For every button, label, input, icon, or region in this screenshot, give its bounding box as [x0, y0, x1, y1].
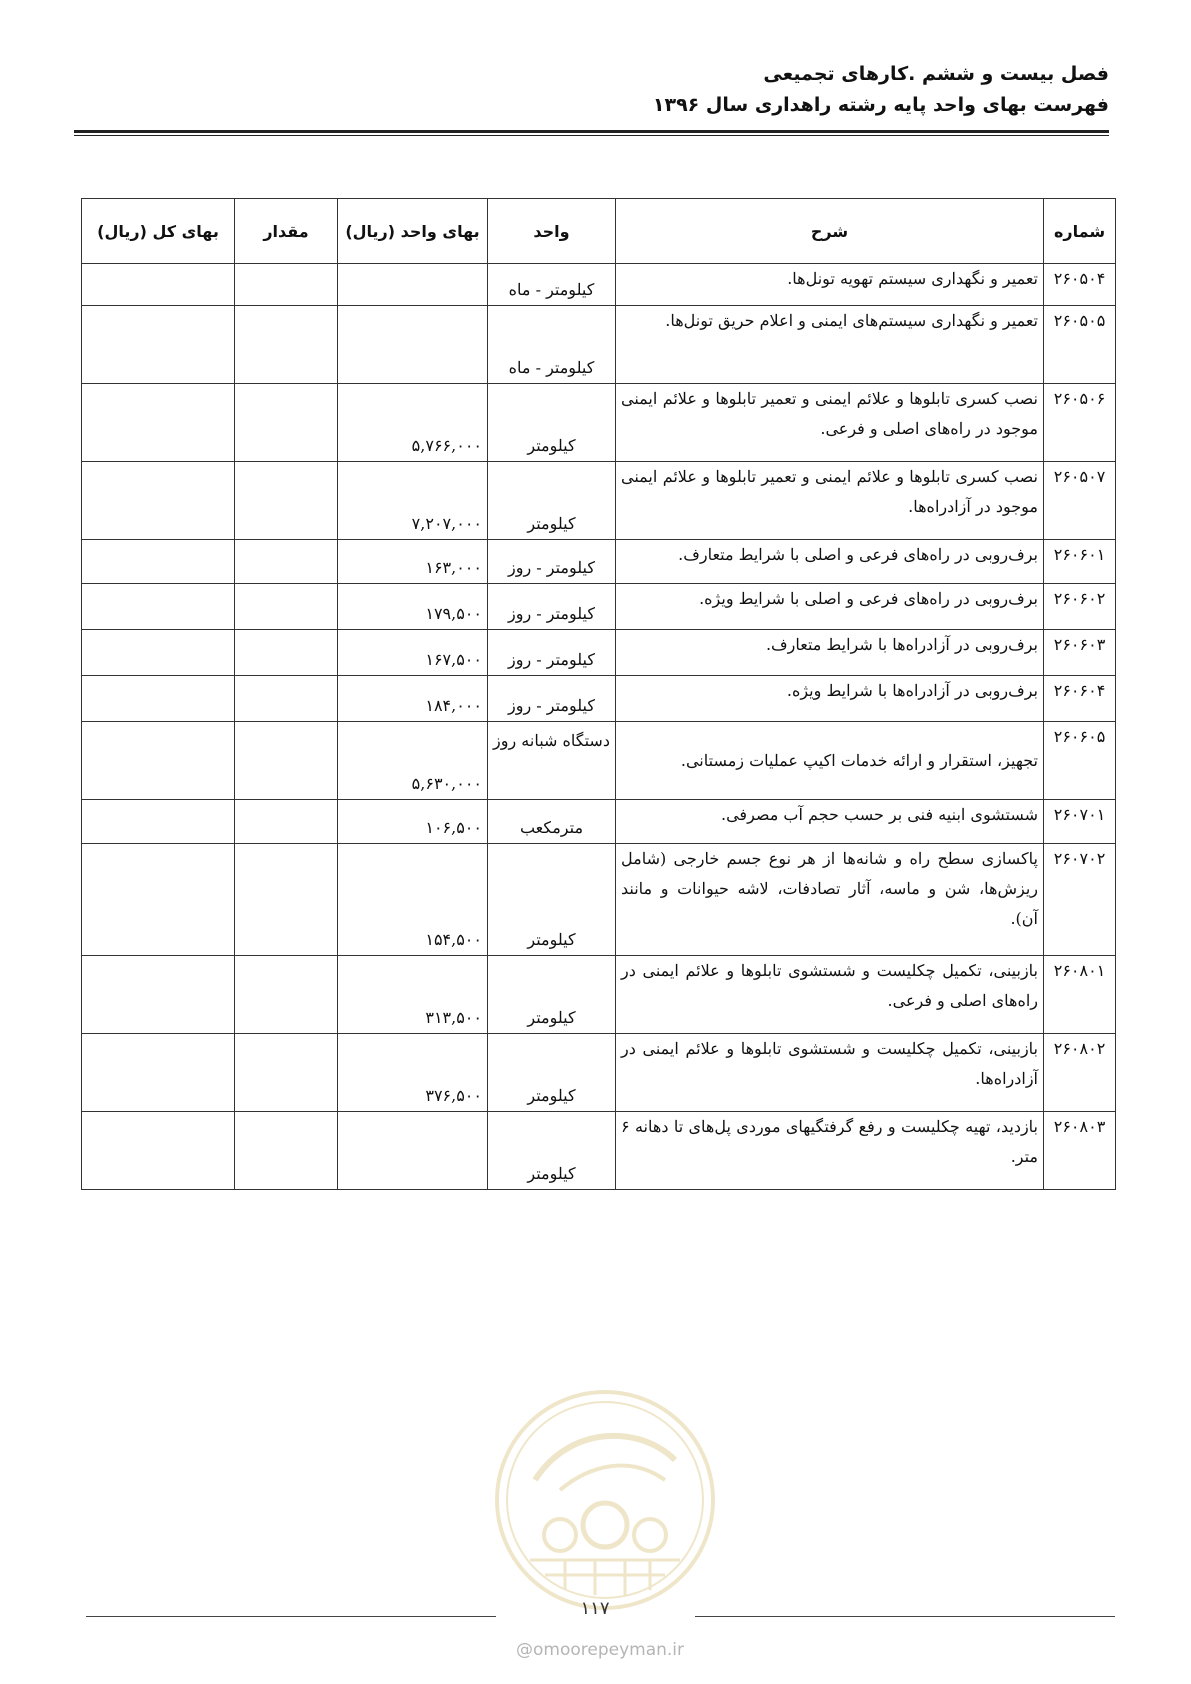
row-code: ۲۶۰۷۰۲ [1044, 844, 1116, 956]
row-quantity [235, 630, 338, 676]
row-quantity [235, 844, 338, 956]
table-row [82, 462, 1116, 540]
row-quantity [235, 384, 338, 462]
header-rule-thin [74, 135, 1109, 136]
row-unit: کیلومتر [488, 384, 616, 462]
row-code: ۲۶۰۶۰۵ [1044, 722, 1116, 800]
row-quantity [235, 1112, 338, 1190]
row-unit-price: ۷,۲۰۷,۰۰۰ [338, 462, 488, 540]
table-row [82, 676, 1116, 722]
row-code: ۲۶۰۵۰۶ [1044, 384, 1116, 462]
row-unit-price [338, 1112, 488, 1190]
table-header-row [82, 199, 1116, 264]
row-quantity [235, 264, 338, 306]
row-quantity [235, 676, 338, 722]
table-row [82, 1034, 1116, 1112]
row-unit: کیلومتر [488, 1034, 616, 1112]
row-unit: مترمکعب [488, 800, 616, 844]
footer-rule-left [86, 1616, 496, 1617]
website-watermark: @omoorepeyman.ir [515, 1640, 685, 1660]
row-unit: کیلومتر - روز [488, 676, 616, 722]
row-total-price [82, 384, 235, 462]
table-row [82, 540, 1116, 584]
column-header-quantity: مقدار [235, 199, 338, 264]
row-description: برف‌روبی در راه‌های فرعی و اصلی با شرایط ویژه. [616, 584, 1044, 630]
row-code: ۲۶۰۸۰۱ [1044, 956, 1116, 1034]
row-description: بازبینی، تکمیل چکلیست و شستشوی تابلوها و علائم ایمنی در آزادراه‌ها. [616, 1034, 1044, 1112]
row-description: برف‌روبی در آزادراه‌ها با شرایط متعارف. [616, 630, 1044, 676]
column-header-unit-price: بهای واحد (ریال) [338, 199, 488, 264]
row-unit: کیلومتر [488, 1112, 616, 1190]
row-description: تعمیر و نگهداری سیستم‌های ایمنی و اعلام حریق تونل‌ها. [616, 306, 1044, 384]
row-total-price [82, 1112, 235, 1190]
row-unit: کیلومتر [488, 844, 616, 956]
row-unit-price [338, 306, 488, 384]
page-header [74, 58, 1109, 120]
row-code: ۲۶۰۵۰۴ [1044, 264, 1116, 306]
row-unit: کیلومتر - روز [488, 584, 616, 630]
publisher-seal-logo [490, 1385, 720, 1615]
row-total-price [82, 676, 235, 722]
row-unit-price: ۵,۶۳۰,۰۰۰ [338, 722, 488, 800]
column-header-total-price: بهای کل (ریال) [82, 199, 235, 264]
row-code: ۲۶۰۶۰۲ [1044, 584, 1116, 630]
row-code: ۲۶۰۸۰۲ [1044, 1034, 1116, 1112]
row-total-price [82, 462, 235, 540]
row-description: بازدید، تهیه چکلیست و رفع گرفتگیهای موردی پل‌های تا دهانه ۶ متر. [616, 1112, 1044, 1190]
row-code: ۲۶۰۵۰۷ [1044, 462, 1116, 540]
row-description: تجهیز، استقرار و ارائه خدمات اکیپ عملیات زمستانی. [616, 722, 1044, 800]
row-quantity [235, 800, 338, 844]
row-code: ۲۶۰۶۰۳ [1044, 630, 1116, 676]
row-total-price [82, 956, 235, 1034]
row-unit-price: ۱۸۴,۰۰۰ [338, 676, 488, 722]
row-unit: دستگاه شبانه روز [488, 722, 616, 800]
row-quantity [235, 540, 338, 584]
row-total-price [82, 540, 235, 584]
row-description: نصب کسری تابلوها و علائم ایمنی و تعمیر تابلوها و علائم ایمنی موجود در راه‌های اصلی و فرعی. [616, 384, 1044, 462]
row-quantity [235, 584, 338, 630]
table-row [82, 1112, 1116, 1190]
row-total-price [82, 630, 235, 676]
row-code: ۲۶۰۶۰۴ [1044, 676, 1116, 722]
row-quantity [235, 462, 338, 540]
row-quantity [235, 1034, 338, 1112]
row-total-price [82, 844, 235, 956]
row-code: ۲۶۰۶۰۱ [1044, 540, 1116, 584]
table-row [82, 584, 1116, 630]
header-rule-thick [74, 130, 1109, 133]
table-row [82, 844, 1116, 956]
row-unit: کیلومتر - روز [488, 540, 616, 584]
row-code: ۲۶۰۵۰۵ [1044, 306, 1116, 384]
table-row [82, 722, 1116, 800]
row-unit-price: ۳۱۳,۵۰۰ [338, 956, 488, 1034]
row-total-price [82, 306, 235, 384]
row-unit-price: ۱۶۳,۰۰۰ [338, 540, 488, 584]
row-unit: کیلومتر [488, 956, 616, 1034]
column-header-description: شرح [616, 199, 1044, 264]
row-description: برف‌روبی در راه‌های فرعی و اصلی با شرایط متعارف. [616, 540, 1044, 584]
table-row [82, 306, 1116, 384]
column-header-code: شماره [1044, 199, 1116, 264]
document-subtitle: فهرست بهای واحد پایه رشته راهداری سال ۱۳۹۶ [652, 94, 1109, 116]
row-quantity [235, 722, 338, 800]
row-description: نصب کسری تابلوها و علائم ایمنی و تعمیر تابلوها و علائم ایمنی موجود در آزادراه‌ها. [616, 462, 1044, 540]
price-table [81, 198, 1116, 1190]
row-unit-price: ۳۷۶,۵۰۰ [338, 1034, 488, 1112]
table-row [82, 384, 1116, 462]
row-unit: کیلومتر [488, 462, 616, 540]
row-unit-price: ۱۶۷,۵۰۰ [338, 630, 488, 676]
footer-rule-right [695, 1616, 1115, 1617]
table-row [82, 800, 1116, 844]
row-unit: کیلومتر - ماه [488, 264, 616, 306]
table-row [82, 630, 1116, 676]
row-unit: کیلومتر - ماه [488, 306, 616, 384]
chapter-title: فصل بیست و ششم .کارهای تجمیعی [763, 63, 1109, 85]
row-unit-price: ۱۵۴,۵۰۰ [338, 844, 488, 956]
row-quantity [235, 956, 338, 1034]
row-total-price [82, 264, 235, 306]
row-total-price [82, 1034, 235, 1112]
table-row [82, 264, 1116, 306]
row-unit-price [338, 264, 488, 306]
row-total-price [82, 722, 235, 800]
column-header-unit: واحد [488, 199, 616, 264]
row-total-price [82, 800, 235, 844]
row-code: ۲۶۰۷۰۱ [1044, 800, 1116, 844]
row-description: تعمیر و نگهداری سیستم تهویه تونل‌ها. [616, 264, 1044, 306]
row-description: پاکسازی سطح راه و شانه‌ها از هر نوع جسم خارجی (شامل ریزش‌ها، شن و ماسه، آثار تصادفات، لاشه حیوانات و مانند آن). [616, 844, 1044, 956]
row-code: ۲۶۰۸۰۳ [1044, 1112, 1116, 1190]
row-description: شستشوی ابنیه فنی بر حسب حجم آب مصرفی. [616, 800, 1044, 844]
row-description: برف‌روبی در آزادراه‌ها با شرایط ویژه. [616, 676, 1044, 722]
row-unit: کیلومتر - روز [488, 630, 616, 676]
page-number: ۱۱۷ [580, 1598, 610, 1619]
row-unit-price: ۱۷۹,۵۰۰ [338, 584, 488, 630]
row-unit-price: ۵,۷۶۶,۰۰۰ [338, 384, 488, 462]
row-total-price [82, 584, 235, 630]
row-quantity [235, 306, 338, 384]
row-description: بازبینی، تکمیل چکلیست و شستشوی تابلوها و علائم ایمنی در راه‌های اصلی و فرعی. [616, 956, 1044, 1034]
table-row [82, 956, 1116, 1034]
row-unit-price: ۱۰۶,۵۰۰ [338, 800, 488, 844]
